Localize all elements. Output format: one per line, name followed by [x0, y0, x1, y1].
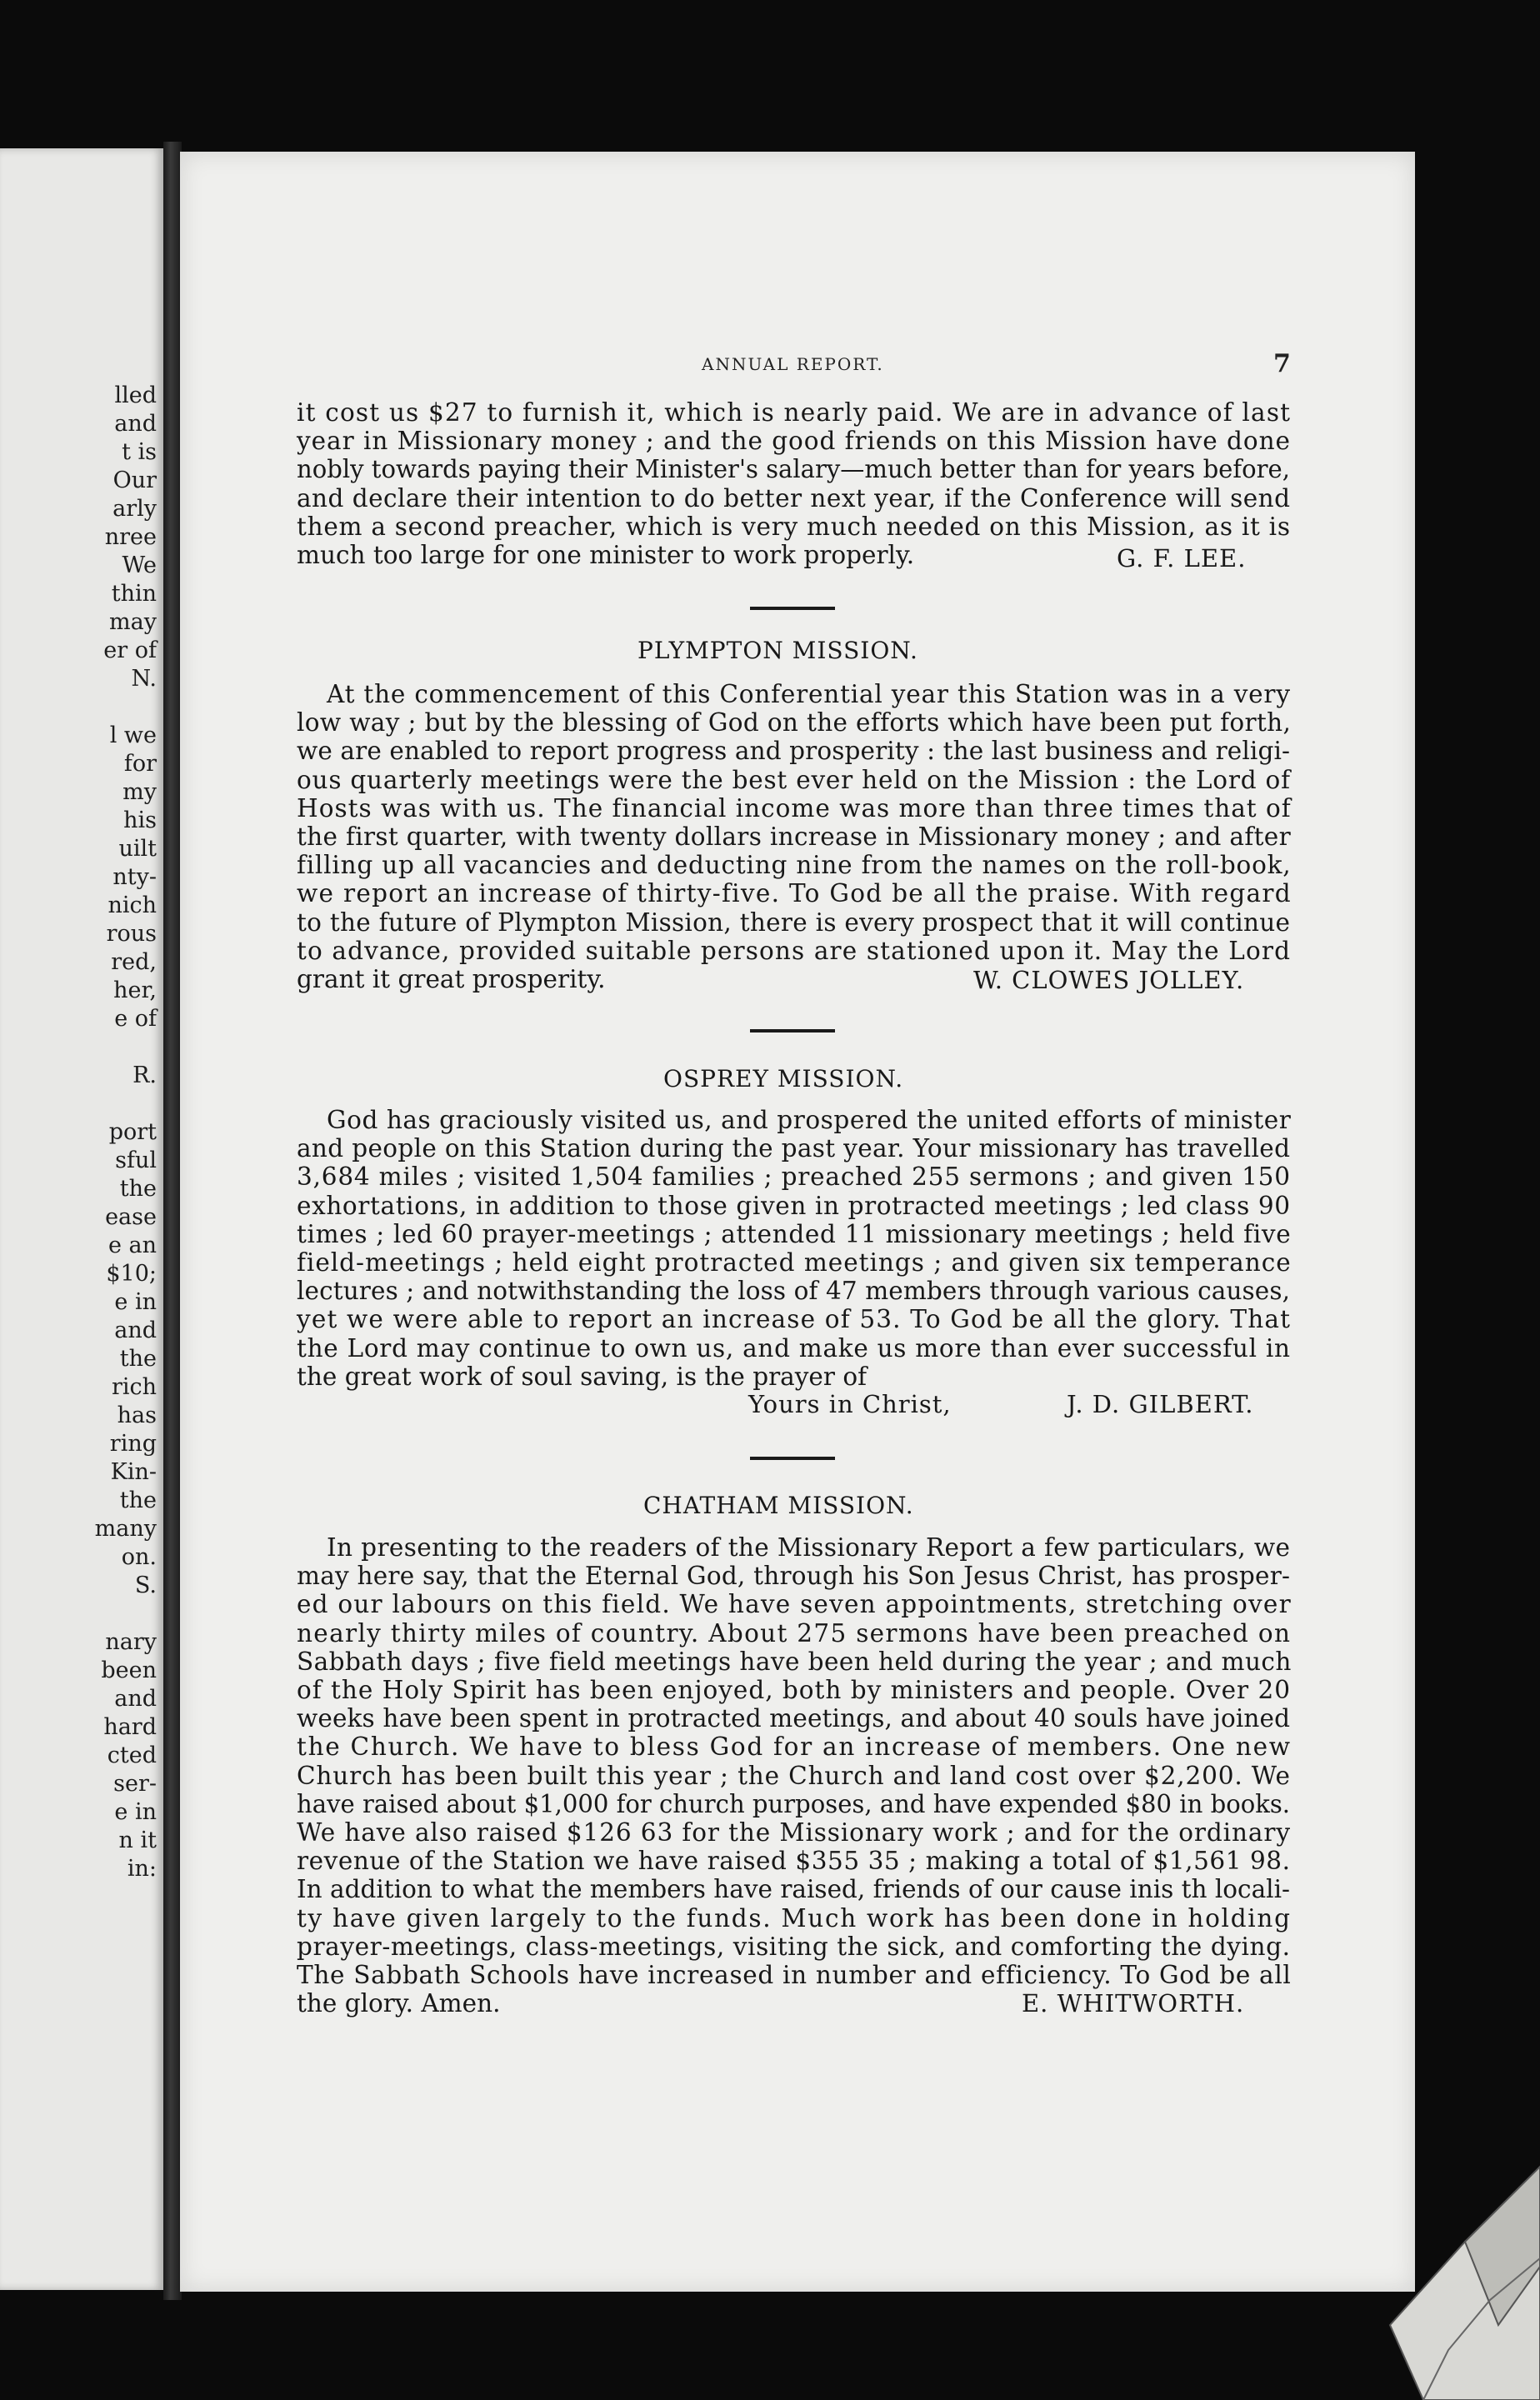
text-line: Sabbath days ; five field meetings have been held during the year ; and much — [297, 1647, 1292, 1676]
facing-page-fragment: t is — [122, 439, 157, 465]
facing-page-fragment: has — [117, 1402, 157, 1428]
facing-page-fragment: red, — [111, 949, 157, 975]
text-line: We have also raised $126 63 for the Missionary work ; and for the ordinary — [297, 1818, 1291, 1847]
facing-page-fragment: sful — [115, 1148, 157, 1173]
text-line: ed our labours on this field. We have seven appointments, stretching over — [297, 1590, 1292, 1619]
text-line: it cost us $27 to furnish it, which is nearly paid. We are in advance of last — [297, 398, 1292, 427]
text-line: low way ; but by the blessing of God on the efforts which have been put forth, — [297, 708, 1292, 738]
text-line: and declare their intention to do better next year, if the Conference will send — [297, 483, 1291, 512]
section-divider — [750, 1029, 835, 1032]
text-line: In presenting to the readers of the Missionary Report a few particulars, we — [327, 1533, 1291, 1562]
facing-page-fragment: many — [94, 1516, 157, 1542]
text-line: and people on this Station during the past year. Your missionary has travelled — [297, 1134, 1291, 1163]
text-line: we report an increase of thirty-five. To God be all the praise. With regard — [297, 879, 1292, 908]
facing-page-fragment: e in — [114, 1799, 157, 1825]
facing-page-fragment: the — [119, 1488, 157, 1513]
text-line: prayer-meetings, class-meetings, visiting the sick, and comforting the dying. — [297, 1932, 1291, 1961]
signature: E. WHITWORTH. — [1022, 1989, 1245, 2018]
facing-page-fragment: ease — [105, 1204, 157, 1230]
text-line: ous quarterly meetings were the best ever held on the Mission : the Lord of — [297, 765, 1291, 794]
running-header — [702, 349, 1292, 378]
page-number: 7 — [1273, 349, 1292, 378]
facing-page-fragment: for — [123, 751, 157, 777]
facing-page-fragment: e of — [114, 1006, 157, 1032]
text-line: At the commencement of this Conferential year this Station was in a very — [327, 680, 1291, 708]
text-line: have raised about $1,000 for church purposes, and have expended $80 in books. — [297, 1789, 1290, 1818]
text-line: weeks have been spent in protracted meetings, and about 40 souls have joined — [297, 1704, 1291, 1733]
text-line: we are enabled to report progress and prosperity : the last business and religi- — [297, 737, 1291, 766]
facing-page-fragment: rous — [106, 921, 157, 947]
text-line: the great work of soul saving, is the prayer of — [297, 1362, 868, 1391]
facing-page-fragment: his — [123, 808, 157, 833]
facing-page-fragment: nary — [105, 1629, 157, 1655]
facing-page-fragment: may — [109, 609, 157, 635]
facing-page-fragment: lled — [114, 382, 157, 408]
facing-page-fragment: and — [114, 1318, 157, 1343]
facing-page-fragment: hard — [103, 1714, 157, 1740]
text-line: The Sabbath Schools have increased in number and efficiency. To God be all — [297, 1961, 1292, 1989]
facing-page-fragment: R. — [132, 1062, 157, 1088]
facing-page-fragment: uilt — [118, 836, 157, 862]
text-line: filling up all vacancies and deducting nine from the names on the roll-book, — [297, 851, 1292, 880]
facing-page-fragment: S. — [134, 1572, 157, 1598]
facing-page-fragment: arly — [112, 496, 157, 522]
text-line: to advance, provided suitable persons are stationed upon it. May the Lord — [297, 936, 1292, 965]
closing-line: Yours in Christ, — [748, 1390, 952, 1418]
facing-page-fragment: cted — [107, 1742, 157, 1768]
section-heading: PLYMPTON MISSION. — [638, 637, 918, 664]
section-divider — [750, 607, 835, 610]
folded-corner-icon — [1373, 2050, 1540, 2400]
text-line: times ; led 60 prayer-meetings ; attended 11 missionary meetings ; held five — [297, 1219, 1292, 1248]
text-line: ty have given largely to the funds. Much work has been done in holding — [297, 1903, 1292, 1932]
facing-page-fragment: $10; — [106, 1261, 157, 1287]
text-line: exhortations, in addition to those given in protracted meetings ; led class 90 — [297, 1191, 1291, 1220]
text-line: the first quarter, with twenty dollars increase in Missionary money ; and after — [297, 822, 1291, 851]
facing-page-fragment: nich — [108, 892, 157, 918]
text-line: the glory. Amen. — [297, 1989, 501, 2018]
facing-page-fragment: rich — [111, 1374, 157, 1400]
facing-page-fragment: Kin- — [110, 1459, 157, 1485]
text-line: much too large for one minister to work properly. — [297, 541, 915, 569]
signature: G. F. LEE. — [1117, 544, 1247, 572]
facing-page-fragment: ser- — [113, 1771, 157, 1797]
section-heading: OSPREY MISSION. — [663, 1065, 904, 1092]
facing-page-fragment: er of — [103, 638, 157, 663]
text-line: In addition to what the members have raised, friends of our cause inis th locali- — [297, 1875, 1290, 1904]
section-divider — [750, 1457, 835, 1460]
book-spine — [163, 142, 182, 2300]
text-line: Hosts was with us. The financial income was more than three times that of — [297, 793, 1292, 822]
facing-page-fragment: nree — [104, 524, 157, 550]
facing-page-fragment: e in — [114, 1289, 157, 1315]
facing-page-fragment: thin — [111, 581, 157, 607]
text-line: lectures ; and notwithstanding the loss of 47 members through various causes, — [297, 1277, 1291, 1306]
facing-page-fragment: her, — [113, 978, 157, 1003]
facing-page-fragment: and — [114, 411, 157, 437]
text-line: revenue of the Station we have raised $355 35 ; making a total of $1,561 98. — [297, 1847, 1291, 1876]
text-line: nobly towards paying their Minister's salary—much better than for years before, — [297, 455, 1290, 484]
text-line: God has graciously visited us, and prospered the united efforts of minister — [327, 1106, 1292, 1134]
text-line: grant it great prosperity. — [297, 965, 606, 993]
text-line: Church has been built this year ; the Church and land cost over $2,200. We — [297, 1761, 1291, 1790]
text-line: of the Holy Spirit has been enjoyed, both by ministers and people. Over 20 — [297, 1676, 1291, 1704]
running-title: ANNUAL REPORT. — [702, 354, 884, 374]
facing-page-fragment: in: — [127, 1856, 157, 1882]
text-line: may here say, that the Eternal God, through his Son Jesus Christ, has prosper- — [297, 1562, 1291, 1591]
facing-page-fragment: been — [101, 1658, 157, 1683]
text-line: yet we were able to report an increase of 53. To God be all the glory. That — [297, 1305, 1292, 1334]
signature: W. CLOWES JOLLEY. — [973, 966, 1245, 994]
facing-page-fragment: ring — [109, 1431, 157, 1457]
text-line: 3,684 miles ; visited 1,504 families ; preached 255 sermons ; and given 150 — [297, 1162, 1291, 1192]
facing-page-fragment: port — [108, 1119, 157, 1145]
facing-page-fragment: Our — [112, 468, 157, 493]
signature: J. D. GILBERT. — [1067, 1390, 1254, 1418]
facing-page-fragment: and — [114, 1686, 157, 1712]
facing-page-left — [0, 148, 163, 2290]
text-line: to the future of Plympton Mission, there is every prospect that it will continue — [297, 908, 1291, 937]
text-line: field-meetings ; held eight protracted meetings ; and given six temperance — [297, 1248, 1292, 1277]
facing-page-fragment: the — [119, 1176, 157, 1202]
text-line: nearly thirty miles of country. About 275 sermons have been preached on — [297, 1618, 1292, 1648]
facing-page-fragment: l we — [109, 722, 157, 748]
section-heading: CHATHAM MISSION. — [643, 1492, 914, 1519]
facing-page-fragment: the — [119, 1346, 157, 1372]
facing-page-fragment: my — [122, 779, 157, 805]
facing-page-fragment: We — [122, 552, 157, 578]
text-line: the Church. We have to bless God for an increase of members. One new — [297, 1732, 1292, 1762]
text-line: the Lord may continue to own us, and make us more than ever successful in — [297, 1333, 1291, 1362]
text-line: them a second preacher, which is very much needed on this Mission, as it is — [297, 512, 1291, 541]
facing-page-fragment: N. — [131, 666, 157, 692]
facing-page-fragment: on. — [121, 1544, 157, 1570]
facing-page-fragment: e an — [108, 1232, 157, 1258]
facing-page-fragment: nty- — [112, 864, 157, 890]
text-line: year in Missionary money ; and the good friends on this Mission have done — [297, 427, 1291, 456]
facing-page-fragment: n it — [118, 1828, 157, 1853]
